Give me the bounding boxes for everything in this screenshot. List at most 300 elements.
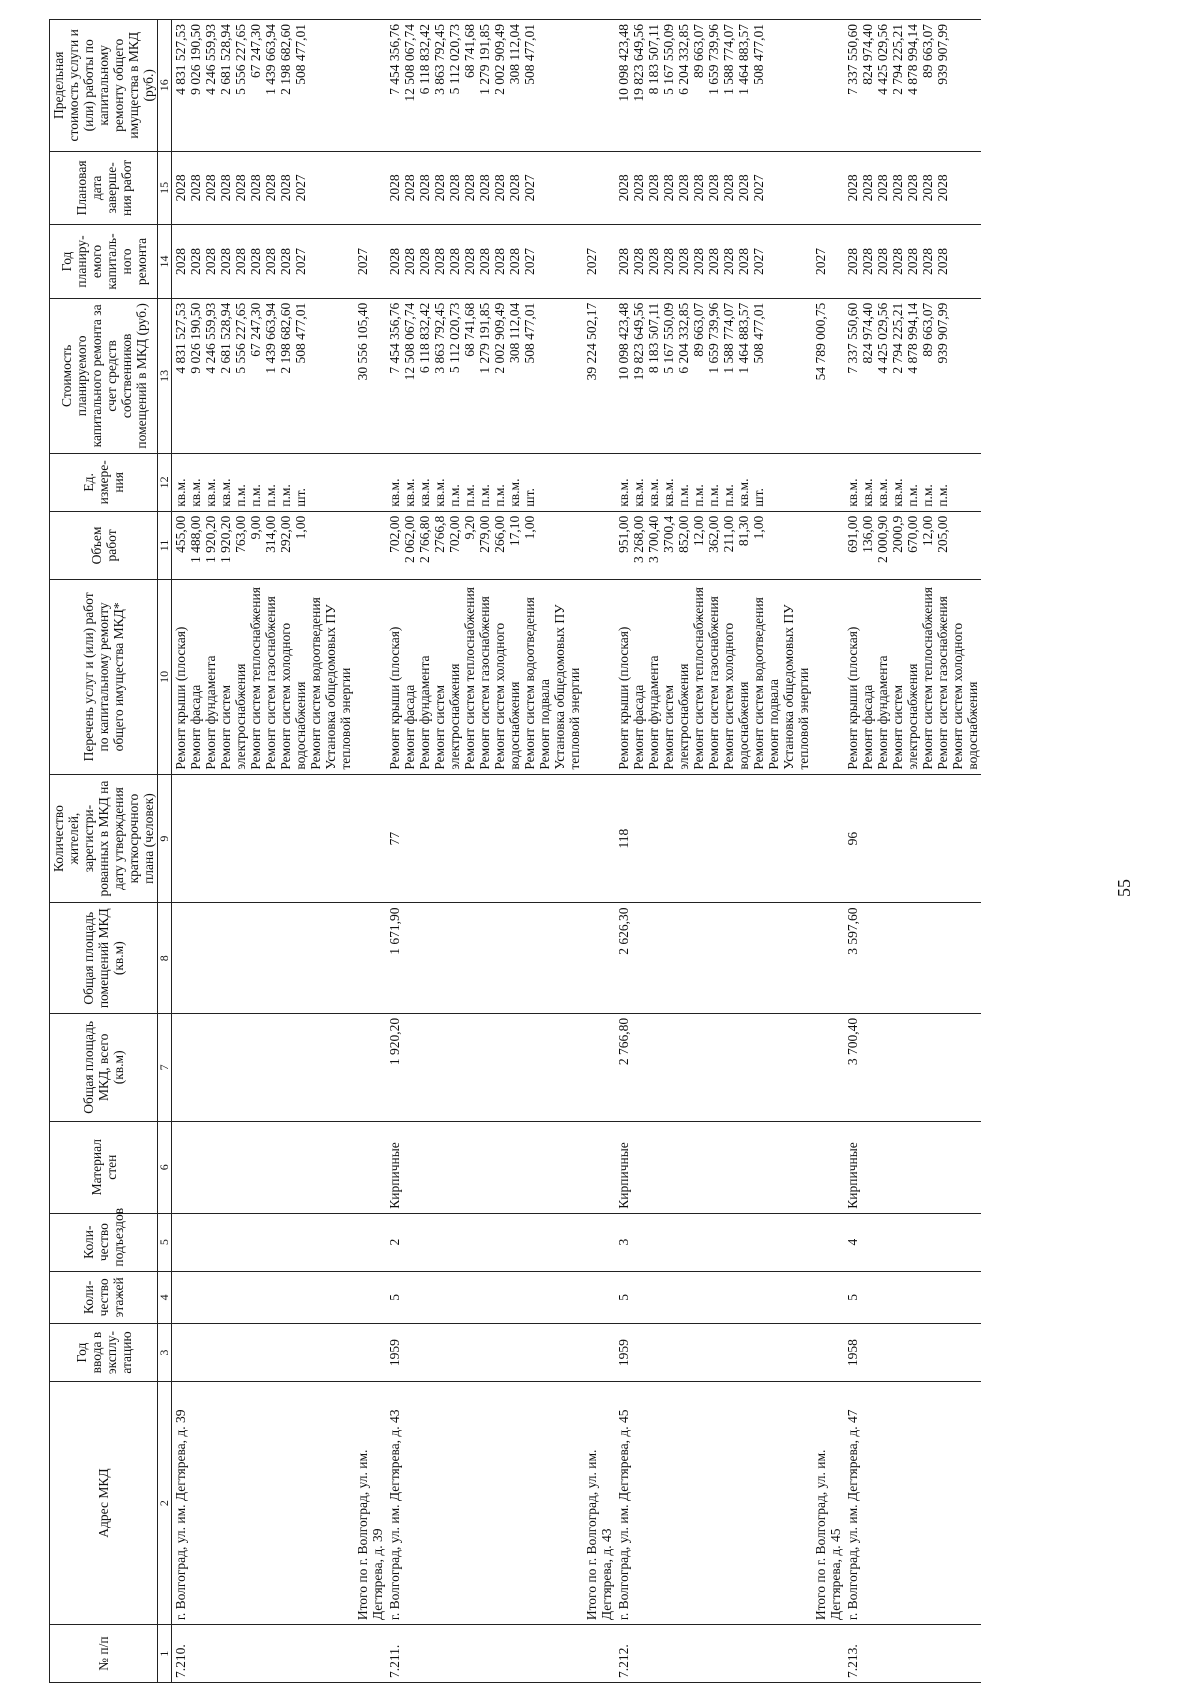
- total-year: 2027: [354, 225, 386, 299]
- work-name-column: [844, 580, 981, 775]
- empty-cell: [812, 580, 844, 775]
- column-header: Коли-чество этажей: [50, 1271, 158, 1324]
- work-unit: кв.м.: [218, 478, 233, 507]
- item-number: 7.212.: [615, 1625, 812, 1683]
- address: г. Волгоград, ул. им. Дегтярева, д. 39: [172, 1381, 355, 1624]
- floors: 5: [386, 1271, 583, 1324]
- work-end-date: 2028: [173, 174, 188, 202]
- work-end-date: 2028: [432, 174, 447, 202]
- work-volume-column: [844, 511, 981, 579]
- work-name: Ремонт фундамента: [646, 655, 661, 770]
- work-name: Ремонт фундамента: [203, 655, 218, 770]
- work-unit: п.м.: [721, 484, 736, 507]
- work-cost: 308 112,04: [507, 302, 522, 364]
- column-number: 9: [158, 774, 172, 903]
- work-name: Ремонт фасада: [860, 684, 875, 770]
- entrances: 2: [386, 1213, 583, 1271]
- work-cost: 1 588 774,07: [721, 302, 736, 374]
- building-row: [844, 20, 981, 1683]
- work-limit-cost: 4 246 559,93: [203, 24, 218, 95]
- total-label: Итого по г. Волгоград, ул. им. Дегтярева, д. 39: [354, 1381, 386, 1624]
- work-limit-cost-column: [844, 20, 981, 152]
- work-cost: 1 439 663,94: [263, 302, 278, 374]
- rooms-area: 3 597,60: [844, 903, 981, 1013]
- work-end-date: 2028: [218, 174, 233, 202]
- empty-cell: [583, 903, 615, 1013]
- column-header: Материал стен: [50, 1121, 158, 1213]
- work-cost: 6 118 832,42: [417, 302, 432, 374]
- empty-cell: [812, 1271, 844, 1324]
- work-unit: кв.м.: [736, 478, 751, 507]
- empty-cell: [583, 774, 615, 903]
- work-year: 2028: [477, 248, 492, 275]
- work-cost: 3 863 792,45: [432, 302, 447, 374]
- work-unit: кв.м.: [661, 478, 676, 507]
- work-volume: 702,00: [447, 515, 462, 553]
- work-year: 2028: [890, 248, 905, 275]
- work-unit: кв.м.: [507, 478, 522, 507]
- work-end-date: 2028: [616, 174, 631, 202]
- address: г. Волгоград, ул. им. Дегтярева, д. 45: [615, 1381, 812, 1624]
- work-volume: 2766,8: [432, 515, 447, 553]
- work-volume: 2000,9: [890, 515, 905, 553]
- work-year: 2028: [905, 248, 920, 275]
- column-number: 4: [158, 1271, 172, 1324]
- column-number: 15: [158, 151, 172, 225]
- column-header: № п/п: [50, 1625, 158, 1683]
- work-end-date: 2028: [387, 174, 402, 202]
- work-unit: шт.: [293, 488, 308, 507]
- work-year: 2028: [263, 248, 278, 275]
- work-volume: 279,00: [477, 515, 492, 553]
- total-cost: 54 789 000,75: [812, 298, 844, 453]
- work-cost: 7 337 550,60: [845, 302, 860, 374]
- work-limit-cost: 824 974,40: [860, 24, 875, 85]
- work-cost: 67 247,30: [248, 302, 263, 357]
- work-volume: 2 766,80: [417, 515, 432, 563]
- total-cost: 30 556 105,40: [354, 298, 386, 453]
- work-end-date: 2027: [522, 174, 537, 202]
- work-name: Ремонт подвала: [766, 679, 781, 770]
- empty-cell: [583, 1121, 615, 1213]
- residents: [172, 774, 355, 903]
- empty-cell: [354, 774, 386, 903]
- work-name: Ремонт систем газоснабжения: [477, 596, 492, 770]
- work-end-date: 2028: [905, 174, 920, 202]
- work-year: 2028: [736, 248, 751, 275]
- work-unit: кв.м.: [417, 478, 432, 507]
- work-cost: 5 112 020,73: [447, 302, 462, 374]
- work-end-date: 2027: [293, 174, 308, 202]
- residents: 96: [844, 774, 981, 903]
- empty-cell: [354, 1121, 386, 1213]
- work-unit: кв.м.: [860, 478, 875, 507]
- work-end-date: 2028: [721, 174, 736, 202]
- empty-cell: [812, 903, 844, 1013]
- work-end-date: 2028: [263, 174, 278, 202]
- work-volume: 9,20: [462, 515, 477, 540]
- table-body: [172, 20, 982, 1683]
- column-header: Ед. измере-ния: [50, 453, 158, 511]
- work-name: Ремонт систем электроснабжения: [432, 663, 462, 770]
- work-year: 2028: [492, 248, 507, 275]
- column-header: Количество жителей, зарегистри-рованных в МКД на дату утверждения краткосрочного плана (человек): [50, 774, 158, 903]
- work-limit-cost: 68 741,68: [462, 24, 477, 78]
- work-end-date: 2028: [646, 174, 661, 202]
- work-end-date: 2028: [203, 174, 218, 202]
- work-unit: п.м.: [706, 484, 721, 507]
- work-unit: п.м.: [691, 484, 706, 507]
- column-number: 1: [158, 1625, 172, 1683]
- work-volume: 852,00: [676, 515, 691, 553]
- work-limit-cost: 1 464 883,57: [736, 24, 751, 95]
- work-end-date: 2028: [631, 174, 646, 202]
- total-spacer: [583, 1625, 615, 1683]
- work-year: 2028: [417, 248, 432, 275]
- work-limit-cost: 6 204 332,85: [676, 24, 691, 95]
- empty-cell: [583, 453, 615, 511]
- work-cost-column: [386, 298, 583, 453]
- work-name: Ремонт систем холодного водоснабжения: [278, 622, 308, 770]
- work-limit-cost: 7 454 356,76: [387, 24, 402, 95]
- work-volume: 12,00: [691, 515, 706, 547]
- item-number: 7.213.: [844, 1625, 981, 1683]
- work-name: Ремонт фундамента: [417, 655, 432, 770]
- total-spacer: [354, 1625, 386, 1683]
- work-name: Ремонт фасада: [188, 684, 203, 770]
- work-name: Ремонт крыши (плоская): [387, 626, 402, 770]
- work-cost: 89 663,07: [920, 302, 935, 357]
- work-end-date: 2028: [845, 174, 860, 202]
- column-number: 12: [158, 453, 172, 511]
- rooms-area: [172, 903, 355, 1013]
- empty-cell: [812, 151, 844, 225]
- work-end-date: 2028: [691, 174, 706, 202]
- work-cost: 8 183 507,11: [646, 302, 661, 374]
- work-end-date: 2028: [736, 174, 751, 202]
- year-built: 1959: [386, 1324, 583, 1382]
- work-limit-cost: 508 477,01: [751, 24, 766, 85]
- work-unit: кв.м.: [616, 478, 631, 507]
- work-volume: 1 488,00: [188, 515, 203, 563]
- rooms-area: 2 626,30: [615, 903, 812, 1013]
- work-year: 2028: [875, 248, 890, 275]
- work-name: Ремонт систем теплоснабжения: [691, 587, 706, 770]
- column-number: 16: [158, 20, 172, 152]
- work-cost: 508 477,01: [751, 302, 766, 364]
- work-limit-cost: 5 167 550,09: [661, 24, 676, 95]
- work-end-date: 2028: [233, 174, 248, 202]
- work-end-date: 2028: [188, 174, 203, 202]
- work-volume: 455,00: [173, 515, 188, 553]
- work-name: Установка общедомовых ПУ тепловой энергии: [323, 604, 353, 770]
- address: г. Волгоград, ул. им. Дегтярева, д. 47: [844, 1381, 981, 1624]
- column-number: 7: [158, 1013, 172, 1121]
- work-volume: 3700,4: [661, 515, 676, 553]
- building-row: [615, 20, 812, 1683]
- work-name: Ремонт фундамента: [875, 655, 890, 770]
- work-unit: кв.м.: [402, 478, 417, 507]
- work-cost: 508 477,01: [293, 302, 308, 364]
- work-year: 2028: [203, 248, 218, 275]
- work-name: Ремонт систем теплоснабжения: [248, 587, 263, 770]
- work-cost: 4 878 994,14: [905, 302, 920, 374]
- empty-cell: [583, 1013, 615, 1121]
- work-limit-cost: 4 831 527,53: [173, 24, 188, 95]
- work-limit-cost: 4 425 029,56: [875, 24, 890, 95]
- work-end-date: 2028: [706, 174, 721, 202]
- empty-cell: [354, 1324, 386, 1382]
- column-header: Общая площадь МКД, всего (кв.м): [50, 1013, 158, 1121]
- work-year: 2028: [920, 248, 935, 275]
- work-unit: п.м.: [935, 484, 950, 507]
- work-volume-column: [386, 511, 583, 579]
- work-cost: 6 204 332,85: [676, 302, 691, 374]
- work-cost: 19 823 649,56: [631, 302, 646, 381]
- work-volume: 1 920,20: [203, 515, 218, 563]
- column-header: Стоимость планируемого капитального ремонта за счет средств собственников помещений в МКД (руб.): [50, 298, 158, 453]
- work-cost: 1 279 191,85: [477, 302, 492, 374]
- work-end-date: 2028: [935, 174, 950, 202]
- work-limit-cost: 1 588 774,07: [721, 24, 736, 95]
- work-year: 2028: [462, 248, 477, 275]
- work-cost: 7 454 356,76: [387, 302, 402, 374]
- work-limit-cost: 8 183 507,11: [646, 24, 661, 95]
- empty-cell: [812, 1013, 844, 1121]
- work-year: 2028: [935, 248, 950, 275]
- work-name: Ремонт систем газоснабжения: [706, 596, 721, 770]
- work-volume: 362,00: [706, 515, 721, 553]
- work-volume: 292,00: [278, 515, 293, 553]
- building-row: [386, 20, 583, 1683]
- work-limit-cost: 10 098 423,48: [616, 24, 631, 102]
- work-limit-cost: 6 118 832,42: [417, 24, 432, 95]
- empty-cell: [354, 151, 386, 225]
- work-volume: 3 268,00: [631, 515, 646, 563]
- work-year: 2028: [188, 248, 203, 275]
- work-end-date: 2028: [875, 174, 890, 202]
- work-limit-cost: 939 907,99: [935, 24, 950, 85]
- work-volume: 1,00: [293, 515, 308, 540]
- work-unit: кв.м.: [387, 478, 402, 507]
- work-name: Ремонт систем водоотведения: [522, 597, 537, 770]
- work-limit-cost: 3 863 792,45: [432, 24, 447, 95]
- work-unit: кв.м.: [845, 478, 860, 507]
- work-name: Ремонт крыши (плоская): [173, 626, 188, 770]
- work-cost: 9 026 190,50: [188, 302, 203, 374]
- work-year-column: [615, 225, 812, 299]
- work-year: 2028: [233, 248, 248, 275]
- work-unit: п.м.: [248, 484, 263, 507]
- work-year: 2028: [278, 248, 293, 275]
- work-cost: 5 556 227,65: [233, 302, 248, 374]
- work-name: Ремонт систем газоснабжения: [263, 596, 278, 770]
- empty-cell: [583, 1213, 615, 1271]
- work-name: Ремонт систем газоснабжения: [935, 596, 950, 770]
- work-volume: 17,10: [507, 515, 522, 547]
- work-unit: кв.м.: [631, 478, 646, 507]
- total-year: 2027: [583, 225, 615, 299]
- work-name: Установка общедомовых ПУ тепловой энергии: [781, 604, 811, 770]
- work-volume: 702,00: [387, 515, 402, 553]
- column-number: 13: [158, 298, 172, 453]
- column-header: Коли-чество подъездов: [50, 1213, 158, 1271]
- work-unit: п.м.: [447, 484, 462, 507]
- empty-cell: [583, 1271, 615, 1324]
- empty-cell: [812, 1121, 844, 1213]
- work-year: 2028: [676, 248, 691, 275]
- work-cost: 508 477,01: [522, 302, 537, 364]
- column-header: Общая площадь помещений МКД (кв.м): [50, 903, 158, 1013]
- total-area: 2 766,80: [615, 1013, 812, 1121]
- work-limit-cost: 9 026 190,50: [188, 24, 203, 95]
- work-end-date: 2028: [860, 174, 875, 202]
- work-unit: кв.м.: [432, 478, 447, 507]
- empty-cell: [583, 20, 615, 152]
- work-unit-column: [844, 453, 981, 511]
- work-cost: 1 659 739,96: [706, 302, 721, 374]
- work-limit-cost: 2 198 682,60: [278, 24, 293, 95]
- work-year: 2028: [173, 248, 188, 275]
- work-volume: 3 700,40: [646, 515, 661, 563]
- work-limit-cost: 5 556 227,65: [233, 24, 248, 95]
- work-unit: кв.м.: [646, 478, 661, 507]
- work-unit: п.м.: [263, 484, 278, 507]
- work-name: Ремонт систем теплоснабжения: [920, 587, 935, 770]
- work-volume: 691,00: [845, 515, 860, 553]
- work-year: 2028: [646, 248, 661, 275]
- column-number: 2: [158, 1381, 172, 1624]
- work-limit-cost-column: [386, 20, 583, 152]
- rooms-area: 1 671,90: [386, 903, 583, 1013]
- work-volume: 211,00: [721, 515, 736, 553]
- work-unit: кв.м.: [890, 478, 905, 507]
- work-volume: 2 062,00: [402, 515, 417, 563]
- empty-cell: [354, 1213, 386, 1271]
- year-built: 1958: [844, 1324, 981, 1382]
- work-year-column: [172, 225, 355, 299]
- work-end-date: 2028: [492, 174, 507, 202]
- work-end-date-column: [386, 151, 583, 225]
- total-cost: 39 224 502,17: [583, 298, 615, 453]
- empty-cell: [354, 20, 386, 152]
- work-end-date: 2028: [417, 174, 432, 202]
- work-volume: 136,00: [860, 515, 875, 553]
- work-volume: 81,30: [736, 515, 751, 547]
- empty-cell: [812, 453, 844, 511]
- work-limit-cost: 508 477,01: [522, 24, 537, 85]
- work-end-date: 2028: [248, 174, 263, 202]
- year-built: [172, 1324, 355, 1382]
- work-name: Ремонт подвала: [537, 679, 552, 770]
- work-cost: 2 794 225,21: [890, 302, 905, 374]
- column-number: 11: [158, 511, 172, 579]
- wall-material: [172, 1121, 355, 1213]
- work-cost: 10 098 423,48: [616, 302, 631, 381]
- work-year: 2028: [447, 248, 462, 275]
- work-unit: п.м.: [462, 484, 477, 507]
- work-year: 2028: [691, 248, 706, 275]
- work-name: Установка общедомовых ПУ тепловой энергии: [552, 604, 582, 770]
- work-year: 2028: [631, 248, 646, 275]
- column-header: Адрес МКД: [50, 1381, 158, 1624]
- empty-cell: [583, 1324, 615, 1382]
- work-volume: 1,00: [751, 515, 766, 540]
- work-year: 2028: [432, 248, 447, 275]
- total-year: 2027: [812, 225, 844, 299]
- empty-cell: [812, 774, 844, 903]
- wall-material: Кирпичные: [844, 1121, 981, 1213]
- work-end-date-column: [844, 151, 981, 225]
- work-name: Ремонт крыши (плоская): [616, 626, 631, 770]
- work-limit-cost: 5 112 020,73: [447, 24, 462, 95]
- work-name: Ремонт систем холодного водоснабжения: [950, 622, 980, 770]
- work-volume: 1 920,20: [218, 515, 233, 563]
- work-end-date: 2027: [751, 174, 766, 202]
- work-limit-cost: 308 112,04: [507, 24, 522, 85]
- column-number-row: [158, 20, 172, 1683]
- work-name-column: [172, 580, 355, 775]
- work-cost: 4 246 559,93: [203, 302, 218, 374]
- column-header: Год планиру-емого капиталь-ного ремонта: [50, 225, 158, 299]
- capital-repair-table: [49, 19, 981, 1683]
- column-header: Перечень услуг и (или) работ по капитальному ремонту общего имущества МКД*: [50, 580, 158, 775]
- floors: [172, 1271, 355, 1324]
- work-volume: 2 000,90: [875, 515, 890, 563]
- work-unit: п.м.: [477, 484, 492, 507]
- work-limit-cost: 1 279 191,85: [477, 24, 492, 95]
- column-number: 6: [158, 1121, 172, 1213]
- building-row: [172, 20, 355, 1683]
- work-limit-cost: 89 663,07: [920, 24, 935, 78]
- work-name: Ремонт систем холодного водоснабжения: [721, 622, 751, 770]
- work-unit-column: [172, 453, 355, 511]
- work-end-date: 2028: [477, 174, 492, 202]
- work-unit: кв.м.: [188, 478, 203, 507]
- residents: 77: [386, 774, 583, 903]
- work-cost: 2 198 682,60: [278, 302, 293, 374]
- work-end-date: 2028: [278, 174, 293, 202]
- work-year-column: [386, 225, 583, 299]
- work-cost: 4 425 029,56: [875, 302, 890, 374]
- work-year: 2028: [845, 248, 860, 275]
- work-volume: 205,00: [935, 515, 950, 553]
- total-spacer: [812, 1625, 844, 1683]
- work-name: Ремонт систем водоотведения: [751, 597, 766, 770]
- work-cost: 824 974,40: [860, 302, 875, 364]
- column-number: 5: [158, 1213, 172, 1271]
- entrances: [172, 1213, 355, 1271]
- work-year: 2028: [507, 248, 522, 275]
- item-number: 7.210.: [172, 1625, 355, 1683]
- work-name-column: [615, 580, 812, 775]
- work-year-column: [844, 225, 981, 299]
- work-name: Ремонт систем электроснабжения: [890, 663, 920, 770]
- total-area: 3 700,40: [844, 1013, 981, 1121]
- total-row: [354, 20, 386, 1683]
- work-year: 2028: [387, 248, 402, 275]
- work-end-date-column: [615, 151, 812, 225]
- work-unit: кв.м.: [875, 478, 890, 507]
- work-year: 2028: [248, 248, 263, 275]
- work-unit: п.м.: [233, 484, 248, 507]
- work-volume: 266,00: [492, 515, 507, 553]
- work-volume: 12,00: [920, 515, 935, 547]
- total-area: 1 920,20: [386, 1013, 583, 1121]
- column-header: Плановая дата заверше-ния работ: [50, 151, 158, 225]
- work-name: Ремонт фасада: [631, 684, 646, 770]
- column-header: Объем работ: [50, 511, 158, 579]
